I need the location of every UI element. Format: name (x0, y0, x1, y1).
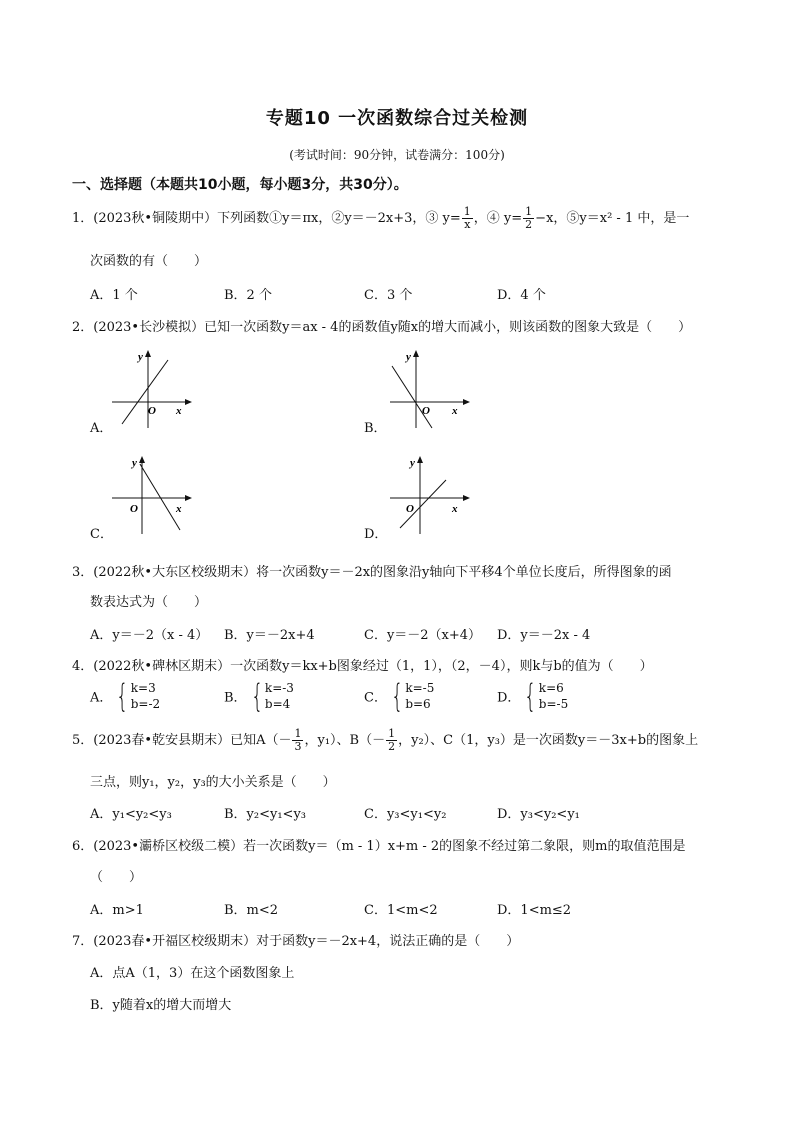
graph-option-b (386, 344, 476, 430)
q6-option-c[interactable]: C．1<m<2 (364, 903, 438, 918)
svg-text:O: O (148, 405, 156, 417)
graph-option-d (386, 450, 476, 536)
svg-text:y: y (132, 457, 137, 469)
q5-option-b[interactable]: B．y₂<y₁<y₃ (224, 807, 307, 822)
q1-option-a[interactable]: A．1 个 (90, 288, 138, 303)
question-6-line-1: 6．(2023•灞桥区校级二模）若一次函数y＝（m - 1）x+m - 2的图象不经过第二象限，则m的取值范围是 (72, 839, 686, 854)
q6-option-b[interactable]: B．m<2 (224, 903, 279, 918)
q3-option-b[interactable]: B．y＝－2x+4 (224, 628, 315, 643)
q1-option-c[interactable]: C．3 个 (364, 288, 413, 303)
fraction-1-over-2: $\frac{1}{2}$ (388, 727, 396, 753)
svg-text:y: y (406, 351, 411, 363)
exam-info: (考试时间：90分钟，试卷满分：100分) (289, 148, 505, 162)
q3-option-c[interactable]: C．y＝－2（x+4） (364, 628, 482, 643)
q7-option-a[interactable]: A．点A（1，3）在这个函数图象上 (90, 966, 295, 981)
svg-text:x: x (452, 503, 458, 515)
q4-option-c[interactable]: C． { k=-5 b=6 (364, 677, 435, 715)
fraction-1-over-x: $\frac{1}{x}$ (463, 205, 471, 231)
svg-text:x: x (176, 503, 182, 515)
page-title: 专题10 一次函数综合过关检测 (265, 108, 529, 129)
svg-text:x: x (452, 405, 458, 417)
section-heading: 一、选择题（本题共10小题，每小题3分，共30分）。 (72, 177, 408, 193)
question-1-line-1: 1．(2023秋•铜陵期中）下列函数①y＝πx，②y＝－2x+3，③ y= $\frac{1}{x}$ ，④ y= $\frac{1}{2}$ −x，⑤y＝x² - 1 中，是一 (72, 205, 690, 231)
q4-option-b[interactable]: B． { k=-3 b=4 (224, 677, 294, 715)
fraction-1-over-2: $\frac{1}{2}$ (525, 205, 533, 231)
svg-text:y: y (410, 457, 415, 469)
q1-option-d[interactable]: D．4 个 (497, 288, 546, 303)
svg-text:y: y (138, 351, 143, 363)
question-5-line-1: 5．(2023春•乾安县期末）已知A（－ $\frac{1}{3}$ ，y₁）、B（－ $\frac{1}{2}$ ，y₂）、C（1，y₃）是一次函数y＝－3x+b的图象上 (72, 727, 699, 753)
question-4-line-1: 4．(2022秋•碑林区期末）一次函数y＝kx+b图象经过（1，1），（2，－4），则k与b的值为（ ） (72, 659, 653, 674)
svg-text:O: O (422, 405, 430, 417)
q2-option-a[interactable]: A． (90, 421, 113, 436)
q2-option-c[interactable]: C． (90, 527, 113, 542)
q5-option-c[interactable]: C．y₃<y₁<y₂ (364, 807, 447, 822)
question-1-line-2: 次函数的有（ ） (90, 254, 208, 269)
q5-option-d[interactable]: D．y₃<y₂<y₁ (497, 807, 580, 822)
q4-option-d[interactable]: D． { k=6 b=-5 (497, 677, 569, 715)
question-6-line-2: （ ） (90, 870, 143, 885)
q6-option-d[interactable]: D．1<m≤2 (497, 903, 572, 918)
svg-text:x: x (176, 405, 182, 417)
q4-option-a[interactable]: A． { k=3 b=-2 (90, 677, 161, 715)
svg-text:O: O (406, 503, 414, 515)
q1-option-b[interactable]: B．2 个 (224, 288, 272, 303)
svg-text:O: O (130, 503, 138, 515)
q3-option-d[interactable]: D．y＝－2x - 4 (497, 628, 591, 643)
graph-option-a (108, 344, 198, 430)
question-2-line-1: 2．(2023•长沙模拟）已知一次函数y＝ax - 4的函数值y随x的增大而减小，则该函数的图象大致是（ ） (72, 320, 692, 335)
fraction-1-over-3: $\frac{1}{3}$ (294, 727, 302, 753)
q3-option-a[interactable]: A．y＝－2（x - 4） (90, 628, 209, 643)
question-5-line-2: 三点，则y₁，y₂，y₃的大小关系是（ ） (90, 775, 336, 790)
question-3-line-2: 数表达式为（ ） (90, 595, 208, 610)
q7-option-b[interactable]: B．y随着x的增大而增大 (90, 998, 232, 1013)
question-3-line-1: 3．(2022秋•大东区校级期末）将一次函数y＝－2x的图象沿y轴向下平移4个单位长度后，所得图象的函 (72, 565, 672, 580)
question-7-line-1: 7．(2023春•开福区校级期末）对于函数y＝－2x+4，说法正确的是（ ） (72, 934, 520, 949)
q6-option-a[interactable]: A．m>1 (90, 903, 144, 918)
q2-option-b[interactable]: B． (364, 421, 387, 436)
q5-option-a[interactable]: A．y₁<y₂<y₃ (90, 807, 172, 822)
q2-option-d[interactable]: D． (364, 527, 388, 542)
graph-option-c (108, 450, 198, 536)
